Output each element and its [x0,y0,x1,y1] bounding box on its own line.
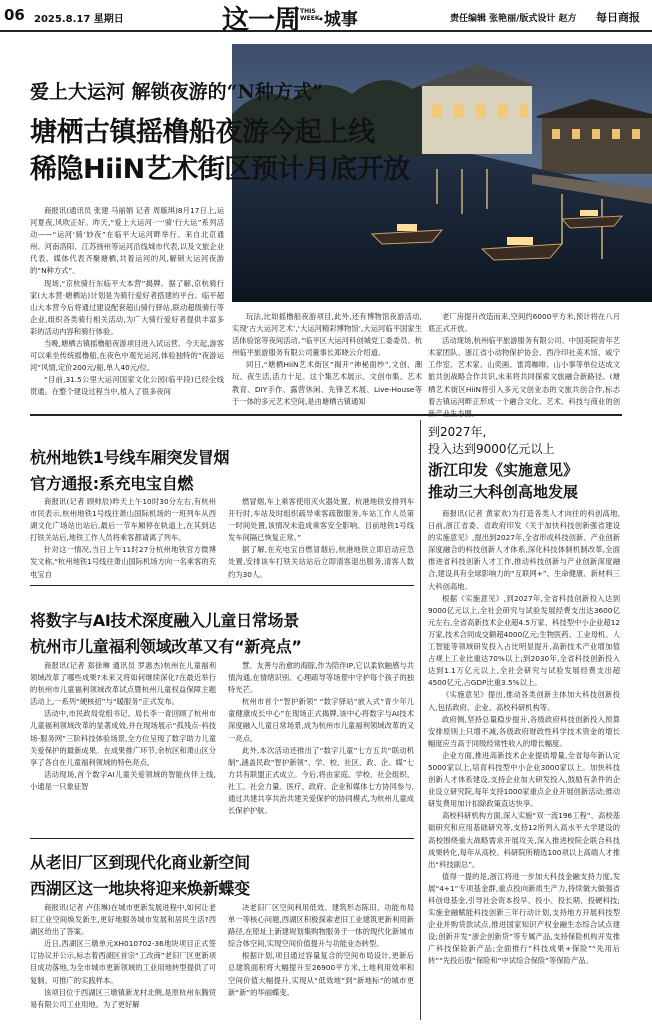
newspaper-name: 每日商报 [596,11,640,24]
digital-article-col-1 [30,660,216,830]
paragraph: 据了解,在充电宝自燃冒烟后,杭港地铁立即启动应急处置,安排该车打铁关站站后立即清客退出服务,清客人数约为30人。 [228,545,414,579]
paragraph: 商报讯(通讯员 张建 马丽娟 记者 周璇琪)8月17日上,运河夏夜,风吹正好。昨天,“爱上大运河·一‘骑’行大运”系列活动——“运河‘骑’妙夜”在临平大运河畔举行。来自北京通州、河南洛阳、江苏扬州等运河沿线城市代表,以及文旅企业代表、媒体代表齐聚塘栖,共着运河的风,解锁大运河夜游的“N种方式”。 [30,206,224,276]
xihu-headline-1: 从老旧厂区到现代化商业新空间 [30,853,250,872]
lead-headline-2: 稀隐HiiN艺术街区预计月底开放 [30,154,410,185]
column-divider [420,420,421,1020]
zhejiang-headline-1: 浙江印发《实施意见》 [428,461,579,479]
digital-headline-1: 将数字与AI技术深度融入儿童日常场景 [30,611,299,630]
paragraph: 企业方面,推进高新技术企业提质增量,全省每年新认定5000家以上,培育科技型中小企业3000家以上。加快科技创新人才体系建设,支持企业加大研发投入,鼓励有条件的企业设立研究院,每年支持1000家重点企业开展创新活动;推动研发费用加计扣除政策直达快享。 [428,750,620,809]
paragraph: 政府侧,坚持总量稳步提升,各级政府科技创新投入预算安排原则上只增不减,各级政府财政性科学技术资金的增长幅度应当高于同级经常性收入的增长幅度。 [428,714,620,748]
lead-kicker: 爱上大运河 解锁夜游的“N种方式” [30,81,323,103]
paragraph: 活动现场,首个数字AI儿童关爱领域的智能伙伴上线,小通是一只象征智 [30,769,216,791]
paragraph: 值得一提的是,浙江将进一步加大科技金融支持力度,发展“4+1”专项基金群,重点投向新质生产力,持续做大做强省科创母基金,引导社会资本投早、投小、投长期、投硬科技;实施金融赋能科技创新三年行动计划,支持地方开展科技型企业并购贷款试点,推进国家知识产权金融生态综合试点建设;创新开发“浙企创新贷”等专属产品,支持保险机构开发推广科技保险新产品;全面推行“科技成果+保险”“先用后转”“先投后股”保险和“中试综合保险”等保险产品。 [428,871,620,966]
issue-date: 2025.8.17 星期日 [34,14,124,25]
paragraph: 现场,“京杭骑行东临平大本营”揭牌。据了解,京杭骑行家(大本营·塘栖站)计划是为骑行爱好者搭建的平台。临平超山大本营今后将通过建设配套超山骑行驿站,联动超级骑行等企业,组织各类骑行相关活动,为广大骑行爱好者提供丰富多彩的活动内容和骑行体验。 [30,278,224,336]
digital-headline-2: 杭州市儿童福利领域改革又有“新亮点” [30,637,302,656]
paragraph: 决老旧厂区空间利用低效、建筑形态陈旧、功能布局单一等核心问题,西湖区积极探索老旧工业建筑更新利用新路径,在原址上新建规划集购物服务于一体的现代化新城市综合体空间,实现空间价值提升与功能业态转型。 [228,903,414,949]
paragraph: 商报讯(记者 卢佳琳)在城市更新发展进程中,如何让老旧工业空间焕发新生,更好地服务城市发展和居民生活?西湖区给出了答案。 [30,903,216,937]
metro-article-col-2 [228,496,414,578]
page-header [0,0,652,36]
zhejiang-headline-2: 推动三大科创高地发展 [428,483,579,501]
paragraph: 针对这一情况,当日上午11时27分杭州地铁官方微博发文称,“杭州地铁1号线往萧山国际机场方向一名乘客的充电宝自 [30,545,216,579]
paragraph: 根据计划,项目通过容量复合的空间布局设计,更新后总建筑面积将大幅提升至26900平方米,土地利用效率和空间价值大幅提升,实现从“低效地”到“新地标”的城市更新“新”的华丽蝶变。 [228,951,414,997]
paragraph: 《实施意见》提出,推动各类创新主体加大科技创新投入,包括政府、企业、高校科研机构等。 [428,690,620,712]
paragraph: 根据《实施意见》,到2027年,全省科技创新投入达到9000亿元以上,全社会研究与试验发展经费支出达3600亿元左右,全省高新技术企业超4.5万家、科技型中小企业超12万家,技术合同成交额超4000亿元;生物医药、工业母机、人工智能等领域研发投入占比明显提升,高新技术产业增加值占规上工业比重达70%以上;到2030年,全省科技创新投入达到1.1万亿元以上,全社会研究与试验发展经费支出超4500亿元,占GDP比重3.5%以上。 [428,593,620,688]
section-divider [30,585,414,586]
paragraph: 杭州市首个“智护新领” “数字驿站”嵌入式“青少年儿童健康成长中心”在现场正式揭牌,该中心将数字与AI技术深度融入儿童日常场景,成为杭州市儿童福利领域改革的又一亮点。 [228,697,414,743]
lead-article-col-2 [232,311,422,405]
paragraph: 老厂房提升改造而来,空间约6000平方米,预计将在八月底正式开放。 [428,312,620,334]
paragraph: 该项目位于西湖区三墩镇新龙村北侧,是原杭州东腾贸易有限公司工业用地。为了更好解 [30,987,216,1009]
paragraph: 活动现场,杭州临平旅游服务有限公司、中国美院青年艺术家团队、浙江省小动物保护协会、西泠印社美术馆、咸宁工作室、艺术家、山奕画、雷湾咖啡、山小事等单位达成文旅共创战略合作共识,未来将共同探索文旅融合新路径。(塘栖艺术街区HiiN将引入多元文创业态的文旅共创合作,标志着古镇运河畔正形成一个融合文化、艺术、科技与商业的创 [428,336,620,406]
paragraph: 商报讯(记者 顾帅辰)昨天上午10时30分左右,有杭州市民表示,杭州地铁1号线往萧山国际机场的一班列车从西湖文化广场站出站后,最后一节车厢停在轨道上,在其到达打铁关站后,地铁工作人员将乘客都请离了列车。 [30,497,216,543]
zhejiang-pre-headline-2: 投入达到9000亿元以上 [428,442,555,456]
section-divider [30,414,622,416]
metro-headline-2: 官方通报:系充电宝自燃 [30,474,194,493]
paragraph: 商报讯(记者 郑徐琳 通讯员 罗惠杰)杭州在儿童福利领域改革了哪些成果?未来又将如何继续深化?在最近举行的杭州市儿童福利领域改革试点暨杭州儿童权益保障主题活动上,一系列“硬核招”与“暖服务”正式发布。 [30,661,216,707]
lead-headline-1: 塘栖古镇摇橹船夜游今起上线 [30,117,375,148]
metro-headline-1: 杭州地铁1号线车厢突发冒烟 [30,448,230,467]
editor-credits: 责任编辑 张艳丽/版式设计 赵方 [450,14,577,24]
xihu-article-col-2 [228,902,414,1020]
zhejiang-pre-headline-1: 到2027年, [428,425,487,439]
digital-article-col-2 [228,660,414,830]
paragraph: 燃冒烟,车上乘客使用灭火器处置。杭港地铁安排列车开行时,车站及时组织疏导乘客疏散服务,车站工作人员第一时间处置,该情况未造成乘客安全影响。目前地铁1号线发车间隔已恢复正常。” [228,497,414,543]
metro-article-col-1 [30,496,216,578]
xihu-headline-2: 西湖区这一地块将迎来焕新蝶变 [30,879,250,898]
paragraph: 商报讯(记者 黄家欢)为打造各类人才向往的科创高地,日前,浙江省委、省政府印发《关于加快科技创新强省建设的实施意见》,提出到2027年,全省形成科技创新、产业创新深度融合的科技创新人才体系,深化科技体制机制改革,全面推进省科技创新人才工作,推动科技创新与产业创新深度融合,建设具有全球影响力的“互联网+”、生命健康、新材料三大科创高地。 [428,509,620,591]
section-divider [30,838,414,839]
xihu-article-col-1 [30,902,216,1020]
paragraph: 活动中,市民政局党组书记、局长李一青回顾了杭州市儿童福利领域改革的显著成效,并在现场展示“孤残点-科技场-服务网”三阶科技体验场景,全方位呈现了数字助力儿童关爱保护的最新成果。在成果推广环节,余杭区和萧山区分享了各自在儿童福利领域的特色亮点。 [30,709,216,767]
column-logo-sub: THIS WEEK [300,8,320,22]
lead-article-col-3 [428,311,620,405]
column-logo: 这一周 [222,5,300,36]
zhejiang-article [428,508,620,1020]
paragraph: 高校科研机构方面,深入实施“双一流196工程”、高校基础研究和应用基础研究等,支持12所列入高水平大学建设的高校围绕重大战略需求开展攻关,深入推进校院企联合科技成果转化,每年从高校、科研院所精选100项以上高端人才推出“科技副总”。 [428,811,620,869]
paragraph: “目前,31.5公里大运河国家文化公园(临平段)已经全线贯通。在整个建设过程当中,植入了很多夜间 [30,375,224,397]
paragraph: 当晚,塘栖古镇摇橹船夜游项目进入试运营。今天起,游客可以乘坐传统摇橹船,在夜色中观光运河,体验独特的“夜游运河”风情,定价200元/船,单人40元/位。 [30,339,224,373]
page-number: 06 [4,6,25,24]
paragraph: 玩法,比如摇橹船夜游项目,此外,还有博物馆夜游活动,实现‘古大运河艺术’,‘大运河精彩博物馆’,大运河临平国家生活体验馆等夜间活动。”临平区大运河科创城党工委委员、杭州临平旅游服务有限公司董事长郑晓云介绍道。 [232,312,422,358]
paragraph: 慧、友善与治愈的海豚,作为陪伴IP,它以柔软触感与共情沟通,在情绪识别、心理疏导等场景中守护每个孩子的独特光芒。 [228,661,414,695]
paragraph: 此外,本次活动还推出了“数字儿童”七方五共“联动机制”,涵盖民政“智护新领”、学、校、社区、政、企、媒”七方共有联盟正式成立。今后,将由家庭、学校、社会组织、社工、社会力量、医疗、政府、企业和媒体七方协同参与,通过共建共享共治共建关爱保护的协同模式,为杭州儿童成长保护护航。 [228,745,414,816]
paragraph: 近日,西湖区三墩单元XH010702-36地块项目正式签订协议并公示,标志着西湖区首宗“工改商”老旧厂区更新项目成功落地,为全市城市更新领域的工业用地转型提供了可复制、可推广的实践样本。 [30,939,216,985]
section-name: ·城事 [318,10,358,30]
paragraph: 同日,“塘栖HiiN艺术街区”揭开“神秘面纱”,文创、潮玩、夜生活,活力十足。这个集艺术展示、文创市集、艺术教育、DIY手作、露营休闲、先锋艺术展、Live-House等于一体的多元艺术空间,是由塘栖古镇通知 [232,360,422,406]
lead-article-col-1 [30,205,224,405]
